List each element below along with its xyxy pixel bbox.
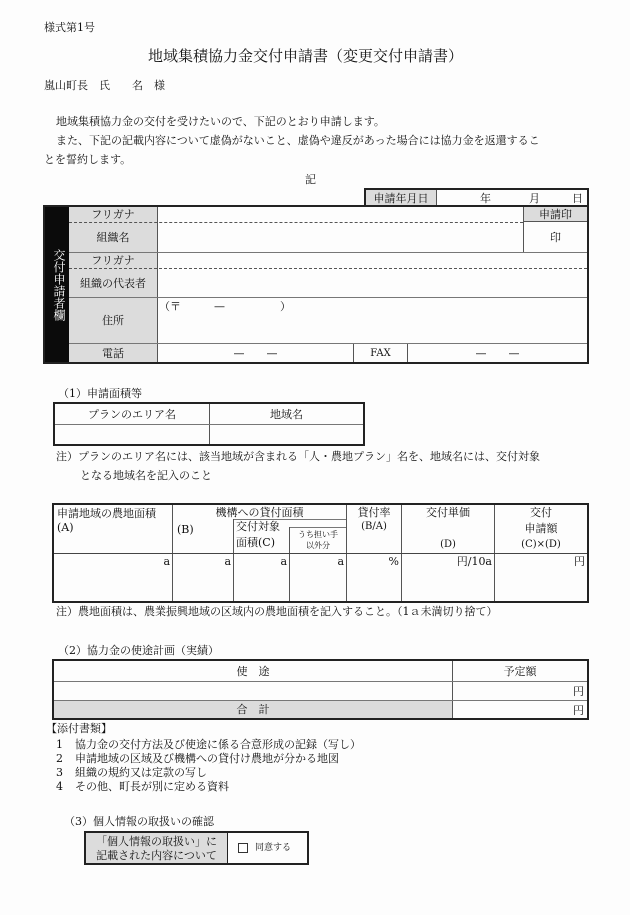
col-c-header-1: 交付対象 [236, 520, 280, 533]
use-input[interactable] [54, 682, 452, 700]
furigana-label-2: フリガナ [91, 254, 135, 267]
address-label: 住所 [102, 314, 124, 327]
amount-input[interactable]: 円 [574, 555, 585, 568]
col-d-header-2: 以外分 [306, 540, 330, 550]
furigana-input-1[interactable] [158, 207, 523, 222]
area-c-input[interactable]: a [280, 555, 287, 568]
furigana-input-2[interactable] [158, 253, 587, 268]
consent-label-1: 「個人情報の取扱い」に [96, 835, 217, 848]
date-month[interactable]: 月 [529, 192, 540, 205]
seal-box[interactable]: 印 [550, 231, 561, 244]
consent-checkbox-label: 同意する [255, 843, 292, 853]
consent-checkbox[interactable] [238, 842, 291, 854]
col-a-sub: (A) [57, 521, 74, 534]
section3-heading: （3）個人情報の取扱いの確認 [64, 815, 214, 828]
col-total-header-2: 申請額 [524, 522, 558, 535]
addressee: 嵐山町長 氏 名 様 [44, 79, 165, 92]
page-title: 地域集積協力金交付申請書（変更交付申請書） [148, 47, 464, 65]
org-name-label: 組織名 [96, 231, 130, 244]
attachment-no-2: 2 [56, 752, 63, 765]
consent-label-2: 記載された内容について [96, 849, 217, 862]
applicant-side-bar [45, 207, 69, 362]
plan-table [53, 402, 365, 446]
postal-code-field[interactable]: （〒 — ） [159, 300, 291, 313]
plan-area-input[interactable] [55, 425, 209, 444]
attachment-no-3: 3 [56, 766, 63, 779]
consent-label-cell [86, 833, 228, 863]
total-amount-input[interactable]: 円 [573, 704, 584, 717]
fax-input[interactable]: — — [475, 346, 520, 360]
col-unit-header: 交付単価 [426, 506, 470, 519]
usage-table [52, 659, 589, 720]
amount-input[interactable]: 円 [573, 685, 584, 698]
representative-input[interactable] [158, 269, 587, 297]
plan-area-header: プランのエリア名 [88, 407, 176, 421]
area-b-input[interactable]: a [224, 555, 231, 568]
attachment-text-4: その他、町長が別に定める資料 [75, 780, 229, 793]
total-label: 合 計 [54, 701, 452, 718]
ki-label: 記 [305, 173, 316, 186]
date-row [364, 188, 589, 206]
attachment-text-3: 組織の規約又は定款の写し [75, 766, 207, 779]
area-table [52, 503, 589, 603]
unit-price-input[interactable]: 円/10a [456, 555, 492, 568]
intro-line-3: とを誓約します。 [44, 153, 132, 166]
amount-header: 予定額 [503, 664, 537, 678]
consent-box [84, 831, 309, 865]
applicant-side-label: 交付申請者欄 [52, 249, 66, 321]
col-rate-sub: (B/A) [361, 521, 387, 532]
col-d-header-1: うち担い手 [298, 529, 338, 539]
area-a-input[interactable]: a [163, 555, 170, 568]
date-day[interactable]: 日 [572, 192, 583, 205]
col-total-header-1: 交付 [530, 506, 552, 519]
col-unit-sub: (D) [440, 539, 456, 550]
col-rate-header: 貸付率 [357, 506, 391, 519]
use-header: 使 途 [236, 664, 270, 678]
row-line [54, 553, 587, 554]
furigana-label-1: フリガナ [91, 208, 135, 221]
applicant-table [43, 205, 589, 364]
date-year[interactable]: 年 [480, 192, 491, 205]
area-note: 注）農地面積は、農業振興地域の区域内の農地面積を記入すること。（1ａ未満切り捨て） [56, 605, 498, 618]
col-lend-header: 機構への貸付面積 [215, 506, 304, 519]
form-number: 様式第1号 [44, 21, 95, 34]
representative-label: 組織の代表者 [80, 276, 146, 290]
rate-input[interactable]: % [388, 555, 399, 568]
date-label: 申請年月日 [366, 190, 437, 206]
section1-heading: （1）申請面積等 [58, 387, 142, 400]
region-name-header: 地域名 [270, 407, 303, 421]
section1-note-1: 注）プランのエリア名には、該当地域が含まれる「人・農地プラン」名を、地域名には、交付対象 [56, 450, 540, 463]
section1-note-2: となる地域名を記入のこと [80, 469, 212, 482]
col-b-header: (B) [177, 523, 194, 536]
attachment-no-4: 4 [56, 780, 63, 793]
sub-header-line [289, 527, 346, 528]
attachment-text-2: 申請地域の区域及び機構への貸付け農地が分かる地図 [75, 752, 339, 765]
intro-line-2: また、下記の記載内容について虚偽がないこと、虚偽や違反があった場合には協力金を返還するこ [56, 134, 540, 147]
col-a-header: 申請地域の農地面積 [57, 507, 156, 520]
checkbox-icon[interactable] [238, 843, 248, 853]
phone-input[interactable]: — — [233, 346, 278, 360]
region-name-input[interactable] [210, 425, 363, 444]
area-d-input[interactable]: a [337, 555, 344, 568]
seal-header: 申請印 [524, 207, 587, 222]
fax-label: FAX [370, 347, 391, 359]
org-name-input[interactable] [158, 223, 523, 252]
col-c-header-2: 面積(C) [236, 536, 275, 549]
intro-line-1: 地域集積協力金の交付を受けたいので、下記のとおり申請します。 [56, 115, 385, 128]
col-total-header-3: (C)×(D) [521, 539, 561, 550]
attachment-text-1: 協力金の交付方法及び使途に係る合意形成の記録（写し） [75, 738, 361, 751]
attachment-no-1: 1 [56, 738, 63, 751]
phone-label: 電話 [102, 346, 124, 360]
attachments-heading: 【添付書類】 [46, 722, 112, 735]
section2-heading: （2）協力金の使途計画（実績） [58, 644, 219, 657]
